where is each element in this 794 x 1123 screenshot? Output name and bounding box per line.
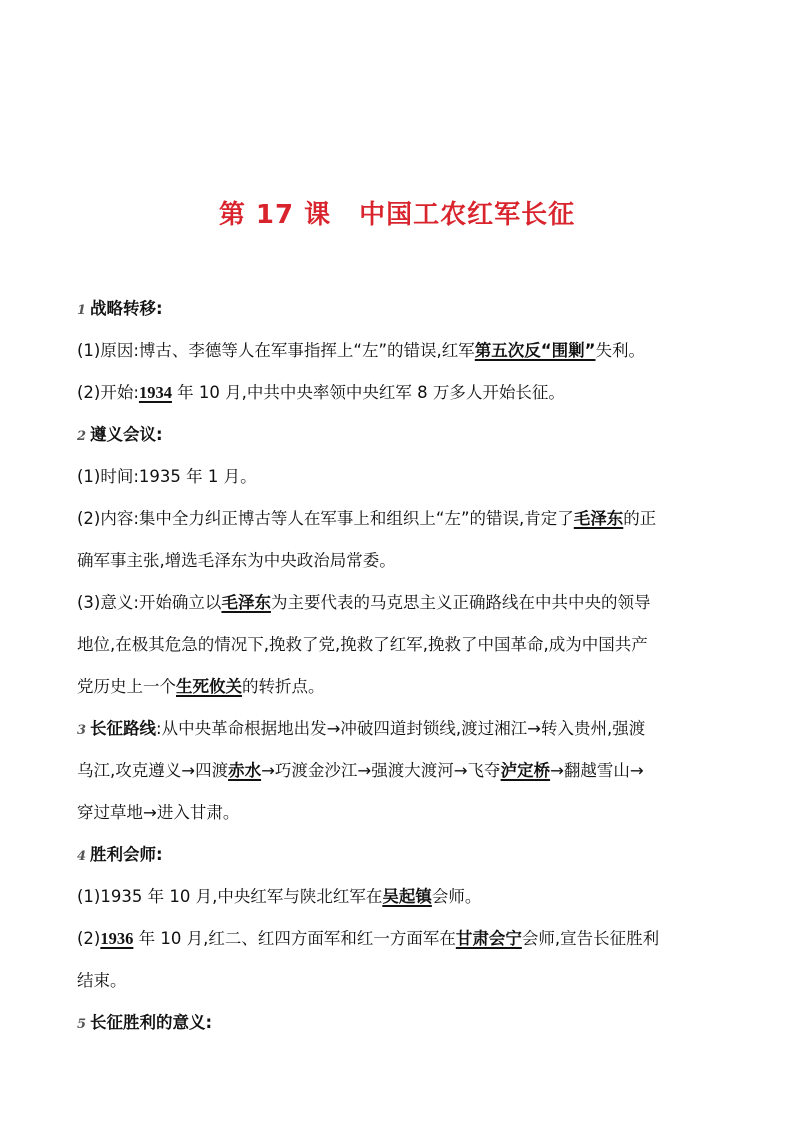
section-3-heading: 3 长征路线:从中央革命根据地出发→冲破四道封锁线,渡过湘江→转入贵州,强渡	[77, 719, 646, 738]
section-3-route-cont: 乌江,攻克遵义→四渡赤水→巧渡金沙江→强渡大渡河→飞夺泸定桥→翻越雪山→	[77, 761, 644, 780]
section-2-item-2-cont: 确军事主张,增选毛泽东为中央政治局常委。	[77, 551, 396, 570]
document-body	[77, 288, 722, 1044]
section-2-item-3-cont: 党历史上一个生死攸关的转折点。	[77, 677, 325, 696]
key-term: 甘肃会宁	[455, 929, 522, 948]
section-2-item-3-cont: 地位,在极其危急的情况下,挽救了党,挽救了红军,挽救了中国革命,成为中国共产	[77, 635, 648, 654]
key-term: 毛泽东	[573, 509, 624, 528]
lesson-number: 第 17 课	[218, 200, 332, 230]
key-term: 生死攸关	[176, 677, 242, 696]
section-4-heading: 4 胜利会师:	[77, 845, 163, 864]
section-2-item-2: (2)内容:集中全力纠正博古等人在军事上和组织上“左”的错误,肯定了毛泽东的正	[77, 509, 657, 528]
section-2-item-3: (3)意义:开始确立以毛泽东为主要代表的马克思主义正确路线在中共中央的领导	[77, 593, 651, 612]
section-1-item-1: (1)原因:博古、李德等人在军事指挥上“左”的错误,红军第五次反“围剿”失利。	[77, 341, 645, 360]
key-term: 1936	[100, 929, 134, 948]
key-term: 第五次反“围剿”	[474, 341, 596, 360]
key-term: 吴起镇	[382, 887, 432, 906]
section-5-heading: 5 长征胜利的意义:	[77, 1013, 213, 1032]
section-4-item-1: (1)1935 年 10 月,中央红军与陕北红军在吴起镇会师。	[77, 887, 482, 906]
section-number: 5	[77, 1017, 87, 1032]
key-term: 毛泽东	[221, 593, 271, 612]
key-term: 赤水	[228, 761, 262, 780]
section-4-item-2: (2)1936 年 10 月,红二、红四方面军和红一方面军在甘肃会宁会师,宣告长征胜利	[77, 929, 660, 948]
section-3-route-cont: 穿过草地→进入甘肃。	[77, 803, 240, 822]
section-2-heading: 2 遵义会议:	[77, 425, 163, 444]
section-2-item-1: (1)时间:1935 年 1 月。	[77, 467, 257, 486]
section-number: 1	[77, 303, 87, 318]
key-term: 1934	[138, 383, 172, 402]
section-number: 4	[77, 849, 87, 864]
lesson-name: 中国工农红军长征	[359, 200, 576, 230]
section-1-heading: 1 战略转移:	[77, 299, 163, 318]
section-number: 2	[77, 429, 87, 444]
key-term: 泸定桥	[500, 761, 551, 780]
section-1-item-2: (2)开始:1934 年 10 月,中共中央率领中央红军 8 万多人开始长征。	[77, 383, 565, 402]
page-title	[0, 194, 794, 231]
section-4-item-2-cont: 结束。	[77, 971, 127, 990]
section-number: 3	[77, 723, 87, 738]
